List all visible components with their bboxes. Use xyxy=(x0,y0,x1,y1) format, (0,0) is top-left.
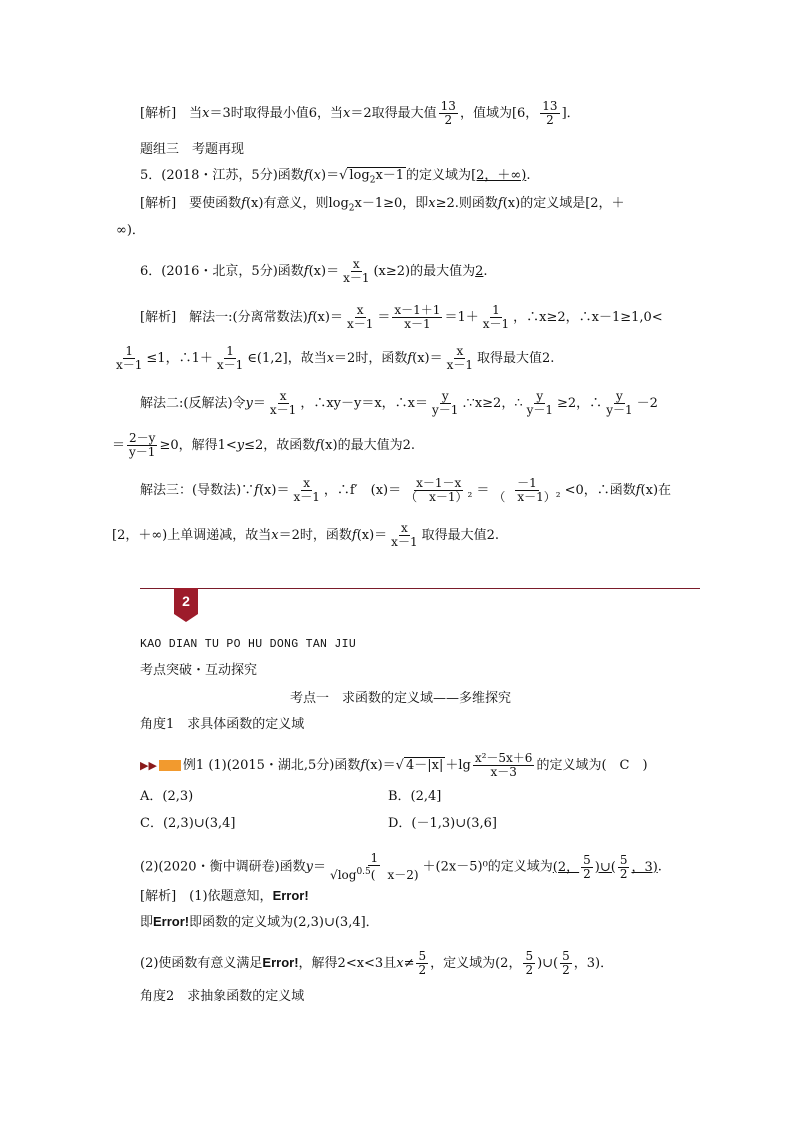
fraction: $\frac{5}{2}$ xyxy=(525,949,534,977)
angle-1-heading: 角度1 求具体函数的定义域 xyxy=(140,717,305,732)
question-5: 5．(2018・江苏，5分)函数f(x)＝√ $\log_2x-1$ 的定义域为[2，＋∞). xyxy=(140,168,531,186)
section-title: 考点突破・互动探究 xyxy=(140,663,258,678)
section-number-badge: 2 xyxy=(174,588,198,614)
fraction: $\frac{x-1+1}{x-1}$ xyxy=(394,303,441,331)
option-c: C．(2,3)∪(3,4] xyxy=(140,816,236,831)
fraction: $\frac{1}{√\log^{0.5}( x-2)}$ xyxy=(330,851,419,882)
fraction: $\frac{5}{2}$ xyxy=(418,949,427,977)
section-divider xyxy=(140,588,700,589)
fraction: $\frac{1}{x-1}$ xyxy=(216,344,244,372)
option-d: D．(－1,3)∪(3,6] xyxy=(388,816,497,831)
analysis-line-value-range: [解析] 当x＝3时取得最小值6，当x＝2取得最大值 $\frac{13}{2}$ ，值域为[6， $\frac{13}{2}$ ]． xyxy=(140,99,580,127)
analysis-method1-cont: $\frac{1}{x-1}$ ≤1，∴1＋ $\frac{1}{x-1}$ ∈(1,2]，故当x＝2时，函数f(x)＝ $\frac{x}{x-1}$ 取得最大值2. xyxy=(116,344,555,372)
option-a: A．(2,3) xyxy=(140,789,194,804)
fraction: $\frac{\text{x²－5x＋6}}{x-3}$ xyxy=(474,751,533,779)
answer: 2 xyxy=(475,264,484,279)
fraction: $\frac{x}{x-1}$ xyxy=(391,521,418,549)
analysis-method3: 解法三：(导数法)∵f(x)＝ $\frac{x}{x-1}$ ，∴f′ (x)＝ $\frac{x-1-x}{\text{（ x－1）²}}$ ＝ $\frac{-1}{\text{（ x－1）²}}$ <0，∴函数f(x)在 xyxy=(140,476,672,504)
fraction: $\frac{5}{2}$ xyxy=(619,852,628,881)
section-heading-group3: 题组三 考题再现 xyxy=(140,142,245,157)
radicand: $\log_2x-1$ xyxy=(349,168,405,186)
fraction: $\frac{5}{2}$ xyxy=(562,949,570,977)
fraction: $\frac{x}{x-1}$ xyxy=(343,257,370,285)
fraction: $\frac{1}{x-1}$ xyxy=(482,303,510,331)
analysis-q5-cont: ∞)． xyxy=(116,223,145,238)
analysis-ex1-part2: (2)使函数有意义满足Error!，解得2<x<3且x≠ $\frac{5}{2}$ ，定义域为(2， $\frac{5}{2}$ )∪( $\frac{5}{2}$ ，3)． xyxy=(140,949,614,977)
fraction: $\frac{y}{y-1}$ xyxy=(606,389,633,417)
section-pinyin: KAO DIAN TU PO HU DONG TAN JIU xyxy=(140,638,357,651)
answer: [2，＋∞) xyxy=(471,168,527,183)
analysis-q5: [解析] 要使函数f(x)有意义，则$\log_2x-1\ge 0$，即x≥2.则函数f(x)的定义域是[2，＋ xyxy=(140,196,625,214)
option-b: B．(2,4] xyxy=(388,789,442,804)
example-marker-icon xyxy=(159,760,181,771)
fraction: $\frac{13}{2}$ xyxy=(440,99,456,127)
fraction: $\frac{x-1-x}{\text{（ x－1）²}}$ xyxy=(405,476,473,504)
analysis-method2-cont: ＝ $\frac{2-y}{y-1}$ ≥0，解得1<y≤2，故函数f(x)的最大值为2. xyxy=(112,431,415,459)
analysis-ex1-cont: 即Error!即函数的定义域为(2,3)∪(3,4]． xyxy=(140,914,379,930)
angle-2-heading: 角度2 求抽象函数的定义域 xyxy=(140,989,305,1004)
fraction: $\frac{y}{y-1}$ xyxy=(432,389,459,417)
sqrt-icon: √ xyxy=(395,758,404,773)
fraction: $\frac{x}{x-1}$ xyxy=(346,303,374,331)
analysis-method3-cont: [2，＋∞)上单调递减，故当x＝2时，函数f(x)＝ $\frac{x}{x-1}$ 取得最大值2. xyxy=(112,521,499,549)
fraction: $\frac{-1}{\text{（ x－1）²}}$ xyxy=(493,476,561,504)
fraction: $\frac{2-y}{y-1}$ xyxy=(129,431,156,459)
sqrt-icon: √ xyxy=(339,168,348,183)
double-arrow-icon: ▶▶ xyxy=(140,759,157,772)
badge-tail-shape xyxy=(174,614,198,622)
topic-heading: 考点一 求函数的定义域——多维探究 xyxy=(290,691,512,706)
answer: (2， $\frac{5}{2}$ )∪( $\frac{5}{2}$ ，3) xyxy=(552,852,658,881)
fraction: $\frac{5}{2}$ xyxy=(583,852,591,881)
sqrt-icon: √ xyxy=(330,868,338,882)
fraction: $\frac{y}{y-1}$ xyxy=(526,389,554,417)
fraction: $\frac{x}{x-1}$ xyxy=(269,389,297,417)
analysis-method1: [解析] 解法一:(分离常数法)f(x)＝ $\frac{x}{x-1}$ ＝ $\frac{x-1+1}{x-1}$ ＝1＋ $\frac{1}{x-1}$ ，∴x≥2，∴x－1≥1,0< xyxy=(140,303,663,331)
fraction: $\frac{x}{x-1}$ xyxy=(446,344,474,372)
example-1-part2: (2)(2020・衡中调研卷)函数y＝ $\frac{1}{√\log^{0.5}( x-2)}$ ＋(2x－5)⁰的定义域为(2， $\frac{5}{2}$ )∪( $\frac{5}{2}$ ，3). xyxy=(140,851,662,882)
example-1: ▶▶ 例1 (1)(2015・湖北,5分)函数f(x)＝√ 4－|x| ＋lg $\frac{\text{x²－5x＋6}}{x-3}$ 的定义域为( C ) xyxy=(140,751,648,779)
analysis-ex1: [解析] (1)依题意知，Error! xyxy=(140,888,309,904)
analysis-method2: 解法二:(反解法)令y＝ $\frac{x}{x-1}$ ，∴xy－y＝x，∴x＝ $\frac{y}{y-1}$ .∵x≥2，∴ $\frac{y}{y-1}$ ≥2，∴ $\frac{y}{y-1}$ －2 xyxy=(140,389,658,417)
question-6: 6．(2016・北京，5分)函数f(x)＝ $\frac{x}{x-1}$ (x≥2)的最大值为2. xyxy=(140,257,488,285)
fraction: $\frac{13}{2}$ xyxy=(542,99,558,127)
fraction: $\frac{1}{x-1}$ xyxy=(116,344,143,372)
fraction: $\frac{x}{x-1}$ xyxy=(293,476,320,504)
